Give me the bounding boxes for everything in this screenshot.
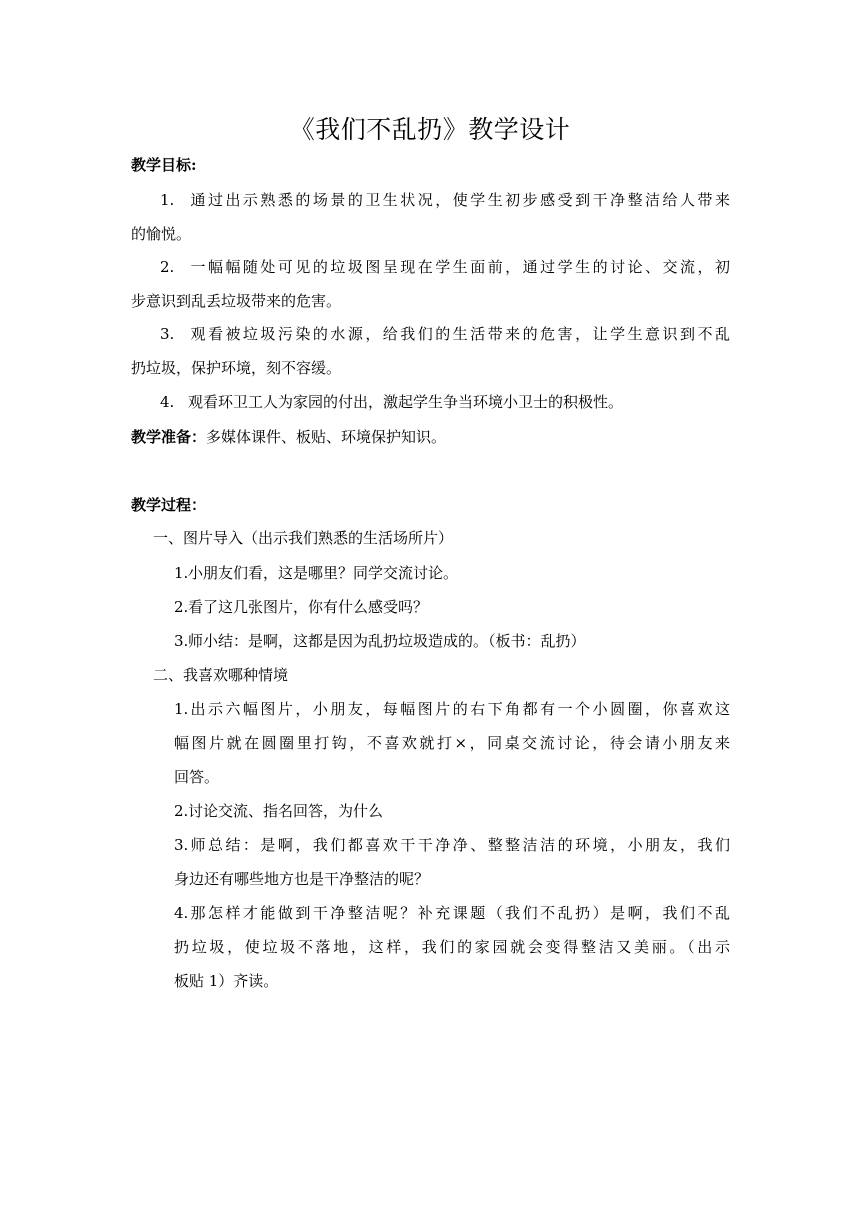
item-number: 2. [174,802,189,820]
item-number: 4. [174,904,189,922]
goal-item-3-line1 [160,323,730,345]
goal-item-1-line2: 的愉悦。 [131,225,192,243]
prep-text: 多媒体课件、板贴、环境保护知识。 [206,428,447,446]
item-number: 3. [174,836,189,854]
section-1-item-1 [174,562,458,584]
goal-item-2-line1 [160,256,730,278]
goal-number: 3. [160,325,175,343]
document-title: 《我们不乱扔》教学设计 [289,115,571,144]
item-text: 看了这几张图片，你有什么感受吗？ [188,598,429,616]
goal-number: 4. [160,393,175,411]
process-heading: 教学过程： [131,496,207,514]
item-text: 那怎样才能做到干净整洁呢？补充课题（我们不乱扔）是啊，我们不乱 [188,904,730,922]
item-number: 2. [174,598,189,616]
item-number: 1. [174,564,189,582]
section-2-item-3-line2: 身边还有哪些地方也是干净整洁的呢？ [174,870,430,888]
goal-text: 通过出示熟悉的场景的卫生状况，使学生初步感受到干净整洁给人带来 [188,191,730,209]
prep-label: 教学准备： [131,428,207,446]
section-2-item-1-line1 [174,698,730,720]
goal-item-4-line1 [160,391,623,413]
item-text: 小朋友们看，这是哪里？同学交流讨论。 [188,564,459,582]
section-2-item-4-line3: 板贴 1）齐读。 [174,972,279,990]
goal-number: 1. [160,191,175,209]
section-2-item-3-line1 [174,834,730,856]
goal-number: 2. [160,258,175,276]
section-2-item-2-line1 [174,800,383,822]
goal-item-1-line1 [160,189,730,211]
section-2-item-4-line1 [174,902,730,924]
goal-item-3-line2: 扔垃圾，保护环境，刻不容缓。 [131,359,342,377]
section-1-item-2 [174,596,428,618]
item-number: 3. [174,632,189,650]
section-2-heading: 二、我喜欢哪种情境 [153,666,289,684]
goals-heading: 教学目标: [131,156,197,174]
section-2-item-1-line3: 回答。 [174,768,220,786]
goal-text: 一幅幅随处可见的垃圾图呈现在学生面前，通过学生的讨论、交流，初 [188,258,730,276]
section-2-item-1-line2: 幅图片就在圆圈里打钩，不喜欢就打×，同桌交流讨论，待会请小朋友来 [174,734,730,752]
item-text: 出示六幅图片，小朋友，每幅图片的右下角都有一个小圆圈，你喜欢这 [188,700,730,718]
section-1-heading: 一、图片导入（出示我们熟悉的生活场所片） [153,529,454,547]
goal-text: 观看被垃圾污染的水源，给我们的生活带来的危害，让学生意识到不乱 [188,325,730,343]
item-text: 讨论交流、指名回答，为什么 [188,802,384,820]
goal-text: 观看环卫工人为家园的付出，激起学生争当环境小卫士的积极性。 [188,393,624,411]
item-text: 师总结：是啊，我们都喜欢干干净净、整整洁洁的环境，小朋友，我们 [188,836,730,854]
goal-item-2-line2: 步意识到乱丢垃圾带来的危害。 [131,292,342,310]
item-text: 师小结：是啊，这都是因为乱扔垃圾造成的。（板书：乱扔） [188,632,586,650]
section-1-item-3 [174,630,586,652]
item-number: 1. [174,700,189,718]
prep-line [131,426,446,448]
section-2-item-4-line2: 扔垃圾，使垃圾不落地，这样，我们的家园就会变得整洁又美丽。（出示 [174,938,730,956]
